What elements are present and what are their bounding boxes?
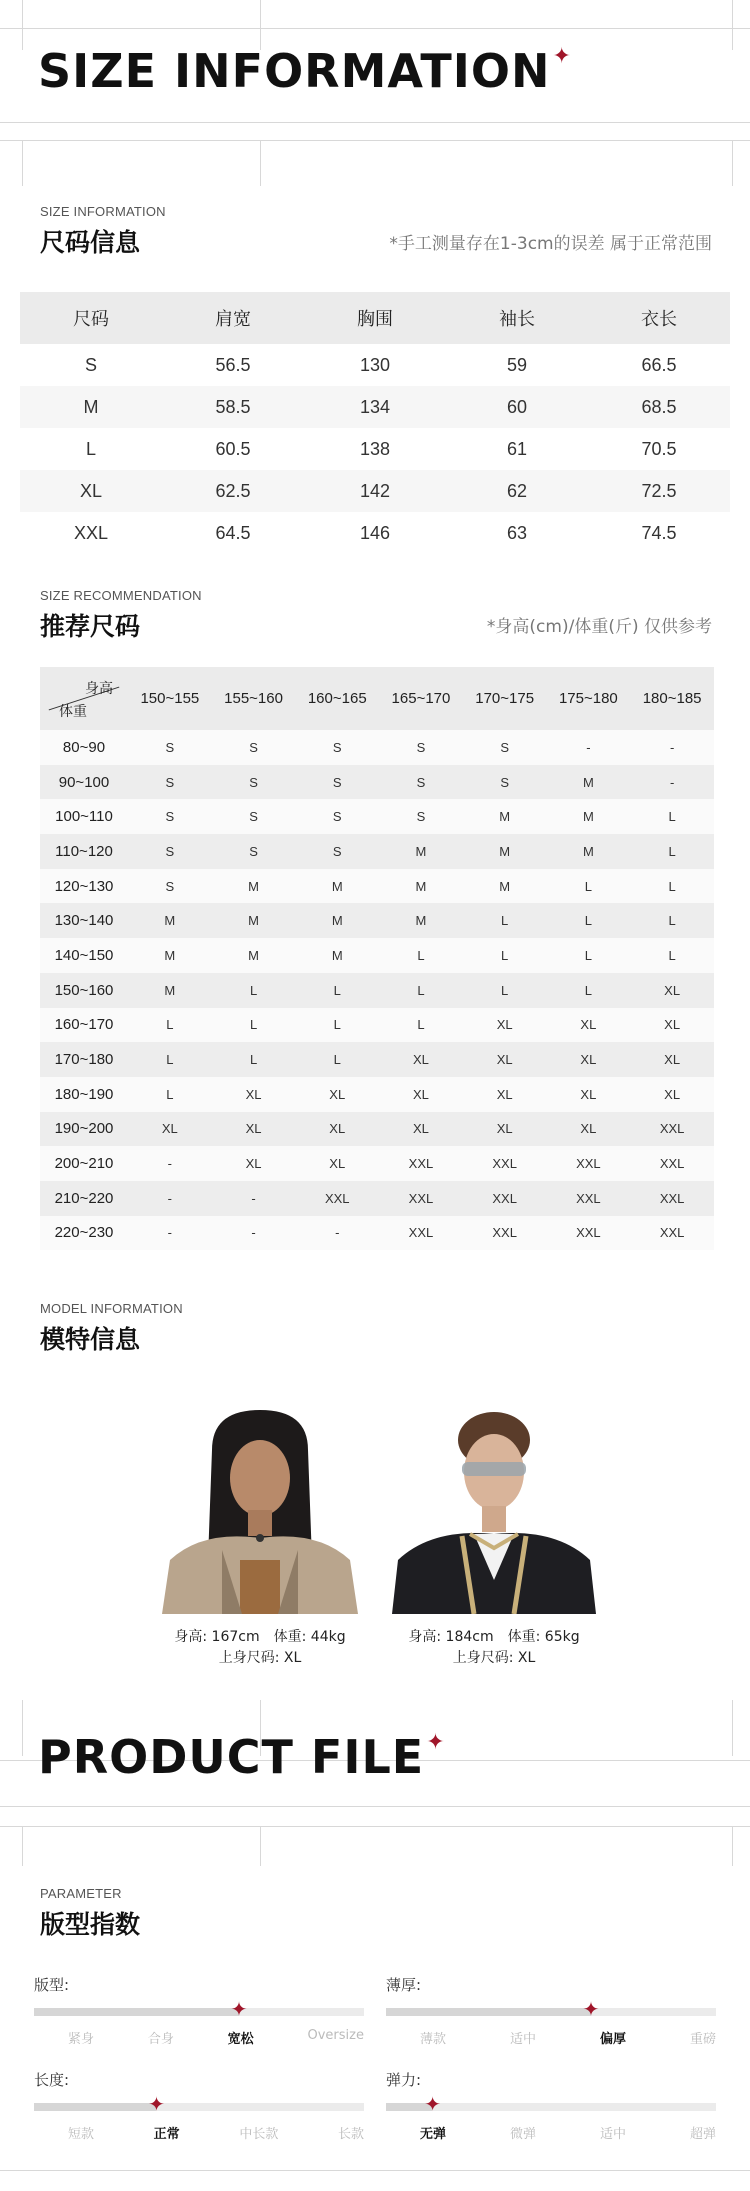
model-section-en: MODEL INFORMATION: [40, 1301, 183, 1316]
model-female-stats: 身高: 167cm 体重: 44kg: [174, 1629, 346, 1645]
param-option: 适中: [509, 2032, 536, 2047]
rec-cell: XL: [630, 1008, 714, 1043]
weight-label: 160~170: [40, 1008, 128, 1043]
rec-row: [40, 973, 714, 1008]
param-option: Oversize: [307, 2028, 364, 2043]
rec-cell: L: [128, 1008, 212, 1043]
rec-cell: -: [295, 1216, 379, 1251]
size-table: [20, 292, 730, 554]
rec-cell: L: [547, 973, 631, 1008]
rec-cell: M: [128, 903, 212, 938]
param-label: 长度:: [34, 2071, 70, 2089]
model-male-stats: 身高: 184cm 体重: 65kg: [408, 1629, 580, 1645]
size-cell: 64.5: [162, 512, 304, 554]
size-row: [20, 470, 730, 512]
rec-cell: M: [212, 938, 296, 973]
size-row: [20, 428, 730, 470]
product-file-title: PRODUCT FILE✦: [38, 1730, 446, 1784]
size-header-2: 胸围: [304, 292, 446, 344]
rec-cell: XXL: [547, 1146, 631, 1181]
param-option: 适中: [599, 2127, 626, 2142]
weight-label: 210~220: [40, 1181, 128, 1216]
star-icon: ✦: [426, 1730, 446, 1755]
rec-row: [40, 765, 714, 800]
size-header-3: 袖长: [446, 292, 588, 344]
rec-cell: XXL: [379, 1216, 463, 1251]
rec-cell: XXL: [295, 1181, 379, 1216]
size-cell: M: [20, 386, 162, 428]
rec-row: [40, 869, 714, 904]
rec-cell: M: [128, 973, 212, 1008]
rec-cell: S: [295, 730, 379, 765]
param-option: 重磅: [689, 2032, 716, 2047]
height-header-1: 155~160: [212, 667, 296, 730]
rec-cell: M: [212, 903, 296, 938]
rec-note: *身高(cm)/体重(斤) 仅供参考: [486, 617, 712, 637]
size-section-en: SIZE INFORMATION: [40, 204, 166, 219]
rec-row: [40, 1042, 714, 1077]
rec-cell: -: [630, 765, 714, 800]
size-row: [20, 344, 730, 386]
corner-header: [40, 667, 128, 730]
weight-label: 190~200: [40, 1112, 128, 1147]
size-information-title: SIZE INFORMATION✦: [38, 44, 572, 98]
size-cell: L: [20, 428, 162, 470]
rec-cell: XL: [547, 1008, 631, 1043]
size-cell: S: [20, 344, 162, 386]
rec-cell: L: [212, 1008, 296, 1043]
rec-cell: L: [630, 938, 714, 973]
rec-cell: L: [295, 973, 379, 1008]
param-option: 紧身: [68, 2032, 95, 2047]
rec-row: [40, 1181, 714, 1216]
rec-cell: -: [212, 1181, 296, 1216]
weight-label: 100~110: [40, 799, 128, 834]
param-label: 薄厚:: [386, 1976, 422, 1994]
rec-cell: L: [128, 1042, 212, 1077]
size-cell: 62.5: [162, 470, 304, 512]
height-header-4: 170~175: [463, 667, 547, 730]
rec-cell: XXL: [547, 1216, 631, 1251]
size-cell: 60.5: [162, 428, 304, 470]
size-cell: 58.5: [162, 386, 304, 428]
size-cell: 130: [304, 344, 446, 386]
param-option: 薄款: [420, 2032, 447, 2047]
rec-cell: M: [379, 869, 463, 904]
rec-cell: XXL: [379, 1146, 463, 1181]
size-header-4: 衣长: [588, 292, 730, 344]
rec-cell: L: [463, 938, 547, 973]
rec-row: [40, 730, 714, 765]
param-option: 合身: [147, 2032, 174, 2047]
rec-cell: L: [630, 799, 714, 834]
rec-cell: L: [295, 1042, 379, 1077]
rec-cell: S: [128, 730, 212, 765]
rec-cell: XL: [463, 1077, 547, 1112]
rec-cell: XL: [630, 1042, 714, 1077]
rec-cell: L: [547, 903, 631, 938]
param-option: 无弹: [420, 2127, 447, 2142]
rec-cell: L: [295, 1008, 379, 1043]
rec-cell: L: [212, 973, 296, 1008]
weight-label: 150~160: [40, 973, 128, 1008]
rec-row: [40, 1112, 714, 1147]
size-cell: 74.5: [588, 512, 730, 554]
param-option: 短款: [68, 2127, 95, 2142]
rec-cell: S: [128, 799, 212, 834]
height-header-6: 180~185: [630, 667, 714, 730]
rec-cell: M: [379, 903, 463, 938]
star-marker-icon: ✦: [582, 1999, 600, 2021]
rec-cell: L: [630, 834, 714, 869]
rec-cell: M: [295, 903, 379, 938]
size-cell: XXL: [20, 512, 162, 554]
rec-cell: S: [463, 765, 547, 800]
rec-cell: XL: [547, 1077, 631, 1112]
param-bar: [34, 1999, 364, 2021]
size-note: *手工测量存在1-3cm的误差 属于正常范围: [389, 234, 712, 254]
rec-cell: L: [212, 1042, 296, 1077]
rec-cell: XL: [212, 1112, 296, 1147]
rec-cell: XL: [463, 1008, 547, 1043]
model-caption-female: [160, 1627, 360, 1669]
weight-label: 200~210: [40, 1146, 128, 1181]
rec-cell: S: [379, 765, 463, 800]
size-cell: 66.5: [588, 344, 730, 386]
rec-cell: XXL: [463, 1146, 547, 1181]
rec-row: [40, 799, 714, 834]
rec-cell: XL: [295, 1077, 379, 1112]
rec-cell: -: [128, 1216, 212, 1251]
height-header-0: 150~155: [128, 667, 212, 730]
param-options: [68, 2123, 364, 2142]
size-cell: 72.5: [588, 470, 730, 512]
rec-cell: XL: [212, 1146, 296, 1181]
rec-cell: S: [295, 834, 379, 869]
param-option: 微弹: [509, 2127, 536, 2142]
weight-label: 80~90: [40, 730, 128, 765]
rec-cell: M: [547, 765, 631, 800]
rec-cell: S: [295, 799, 379, 834]
rec-cell: M: [295, 869, 379, 904]
weight-label: 140~150: [40, 938, 128, 973]
rec-cell: M: [547, 834, 631, 869]
size-header-1: 肩宽: [162, 292, 304, 344]
size-row: [20, 512, 730, 554]
star-marker-icon: ✦: [148, 2094, 165, 2116]
rec-cell: XL: [379, 1042, 463, 1077]
rec-cell: XXL: [630, 1216, 714, 1251]
rec-cell: -: [128, 1146, 212, 1181]
rec-cell: L: [463, 973, 547, 1008]
rec-cell: XL: [547, 1112, 631, 1147]
param-section-zh: 版型指数: [40, 1910, 141, 1939]
param-options: [420, 2028, 716, 2047]
rec-cell: S: [212, 834, 296, 869]
rec-row: [40, 1008, 714, 1043]
size-section-zh: 尺码信息: [40, 228, 141, 257]
rec-cell: L: [630, 903, 714, 938]
param-bar: [386, 2094, 716, 2116]
param-options: [68, 2028, 364, 2047]
rec-cell: S: [128, 765, 212, 800]
model-female-size: 上身尺码: XL: [218, 1650, 302, 1666]
rec-cell: L: [630, 869, 714, 904]
rec-cell: XL: [379, 1077, 463, 1112]
rec-cell: XL: [379, 1112, 463, 1147]
model-male-size: 上身尺码: XL: [452, 1650, 536, 1666]
weight-label: 130~140: [40, 903, 128, 938]
param-bar-fill: [386, 2008, 591, 2016]
rec-cell: -: [128, 1181, 212, 1216]
rec-cell: XXL: [630, 1112, 714, 1147]
model-photo-male: [392, 1410, 596, 1614]
rec-cell: -: [547, 730, 631, 765]
rec-cell: -: [212, 1216, 296, 1251]
rec-cell: S: [128, 869, 212, 904]
param-bar-fill: [34, 2103, 156, 2111]
rec-cell: XL: [212, 1077, 296, 1112]
weight-label: 170~180: [40, 1042, 128, 1077]
rec-cell: XL: [630, 1077, 714, 1112]
corner-weight-label: 体重: [59, 703, 87, 719]
rec-row: [40, 938, 714, 973]
rec-cell: S: [295, 765, 379, 800]
size-header-0: 尺码: [20, 292, 162, 344]
recommendation-table: [40, 667, 714, 1250]
size-cell: 62: [446, 470, 588, 512]
param-label: 版型:: [34, 1976, 70, 1994]
param-option: 正常: [153, 2127, 180, 2142]
param-option: 中长款: [239, 2127, 279, 2142]
param-bar: [34, 2094, 364, 2116]
rec-cell: L: [547, 938, 631, 973]
rec-cell: XXL: [547, 1181, 631, 1216]
rec-row: [40, 834, 714, 869]
weight-label: 120~130: [40, 869, 128, 904]
rec-cell: XL: [630, 973, 714, 1008]
rec-cell: M: [547, 799, 631, 834]
rec-cell: M: [463, 869, 547, 904]
model-caption-male: [394, 1627, 594, 1669]
param-option: 超弹: [689, 2127, 716, 2142]
rec-cell: L: [379, 938, 463, 973]
rec-cell: L: [547, 869, 631, 904]
rec-cell: XXL: [630, 1146, 714, 1181]
param-option: 宽松: [227, 2032, 254, 2047]
size-cell: 56.5: [162, 344, 304, 386]
rec-cell: L: [379, 973, 463, 1008]
rec-cell: M: [379, 834, 463, 869]
corner-height-label: 身高: [85, 680, 113, 696]
size-cell: 63: [446, 512, 588, 554]
weight-label: 110~120: [40, 834, 128, 869]
height-header-2: 160~165: [295, 667, 379, 730]
rec-cell: -: [630, 730, 714, 765]
size-cell: 68.5: [588, 386, 730, 428]
size-cell: 134: [304, 386, 446, 428]
height-header-3: 165~170: [379, 667, 463, 730]
weight-label: 220~230: [40, 1216, 128, 1251]
param-bar-fill: [34, 2008, 239, 2016]
rec-cell: XL: [295, 1146, 379, 1181]
height-header-5: 175~180: [547, 667, 631, 730]
rec-cell: M: [295, 938, 379, 973]
rec-cell: M: [463, 799, 547, 834]
star-marker-icon: ✦: [424, 2094, 441, 2116]
rec-cell: S: [463, 730, 547, 765]
size-cell: 60: [446, 386, 588, 428]
rec-cell: XL: [128, 1112, 212, 1147]
weight-label: 90~100: [40, 765, 128, 800]
size-row: [20, 386, 730, 428]
rec-cell: M: [463, 834, 547, 869]
param-option: 长款: [337, 2127, 364, 2142]
param-section-en: PARAMETER: [40, 1886, 122, 1901]
rec-cell: XL: [463, 1112, 547, 1147]
rec-cell: XL: [295, 1112, 379, 1147]
rec-row: [40, 1216, 714, 1251]
rec-cell: XL: [463, 1042, 547, 1077]
rec-cell: S: [212, 799, 296, 834]
rec-cell: S: [379, 799, 463, 834]
rec-cell: M: [212, 869, 296, 904]
rec-cell: XXL: [463, 1216, 547, 1251]
size-cell: 59: [446, 344, 588, 386]
rec-cell: L: [128, 1077, 212, 1112]
rec-cell: S: [212, 765, 296, 800]
param-options: [420, 2123, 716, 2142]
rec-cell: S: [379, 730, 463, 765]
rec-section-zh: 推荐尺码: [40, 612, 141, 641]
param-option: 偏厚: [599, 2032, 626, 2047]
rec-cell: L: [379, 1008, 463, 1043]
star-icon: ✦: [552, 44, 572, 69]
param-bar: [386, 1999, 716, 2021]
rec-section-en: SIZE RECOMMENDATION: [40, 588, 202, 603]
rec-cell: XXL: [379, 1181, 463, 1216]
rec-row: [40, 903, 714, 938]
size-cell: 61: [446, 428, 588, 470]
rec-cell: M: [128, 938, 212, 973]
rec-cell: S: [212, 730, 296, 765]
size-cell: 146: [304, 512, 446, 554]
rec-row: [40, 1146, 714, 1181]
rec-cell: XXL: [463, 1181, 547, 1216]
model-photo-female: [162, 1410, 358, 1614]
size-cell: XL: [20, 470, 162, 512]
param-label: 弹力:: [386, 2071, 422, 2089]
rec-cell: L: [463, 903, 547, 938]
size-cell: 70.5: [588, 428, 730, 470]
star-marker-icon: ✦: [230, 1999, 248, 2021]
model-section-zh: 模特信息: [40, 1325, 141, 1354]
rec-cell: XXL: [630, 1181, 714, 1216]
rec-cell: XL: [547, 1042, 631, 1077]
rec-cell: S: [128, 834, 212, 869]
size-cell: 138: [304, 428, 446, 470]
size-cell: 142: [304, 470, 446, 512]
rec-row: [40, 1077, 714, 1112]
weight-label: 180~190: [40, 1077, 128, 1112]
